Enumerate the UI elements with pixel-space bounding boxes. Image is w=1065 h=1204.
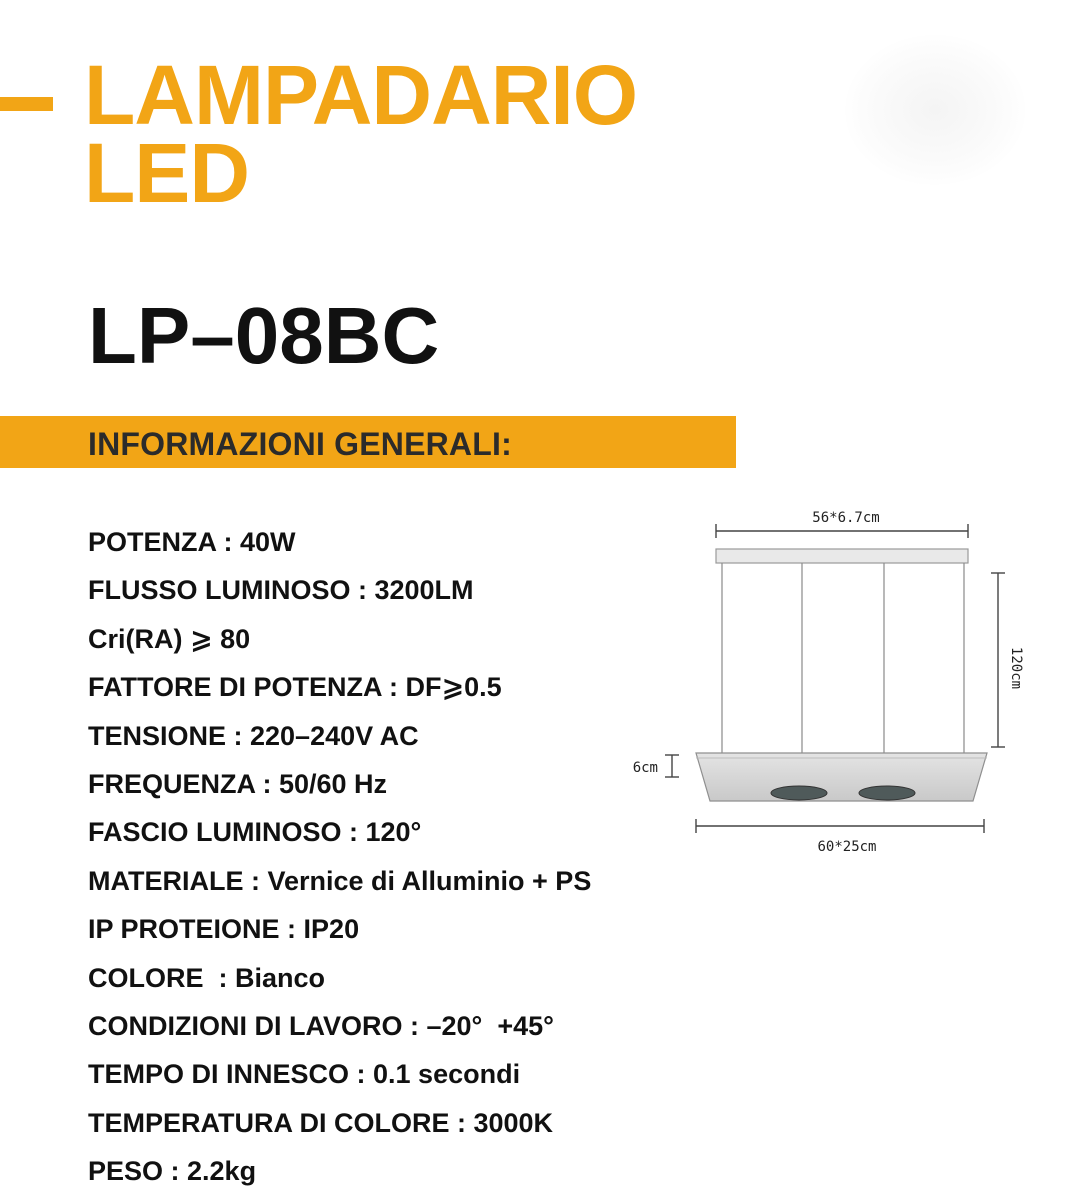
product-title — [84, 48, 638, 220]
lamp-body — [696, 753, 987, 801]
thickness-dimension — [633, 755, 679, 777]
spec-row-fascio-luminoso: FASCIO LUMINOSO : 120° — [88, 817, 422, 848]
top-width-label: 56*6.7cm — [812, 510, 880, 526]
spec-row-peso: PESO : 2.2kg — [88, 1156, 257, 1187]
spec-row-tensione: TENSIONE : 220–240V AC — [88, 720, 419, 751]
spec-row-cri: Cri(RA) ⩾ 80 — [88, 623, 251, 654]
spec-row-condizioni-lavoro: CONDIZIONI DI LAVORO : –20° +45° — [88, 1010, 554, 1041]
spec-row-fattore-potenza: FATTORE DI POTENZA : DF⩾0.5 — [88, 672, 502, 703]
bottom-width-dimension — [696, 819, 984, 855]
title-accent-bar — [0, 97, 53, 111]
spec-row-colore: COLORE : Bianco — [88, 962, 326, 993]
dimension-diagram — [612, 500, 1052, 870]
suspension-cables — [722, 563, 964, 753]
led-spot-right — [859, 786, 915, 800]
background-light-shape — [845, 35, 1025, 185]
height-dimension — [991, 573, 1024, 747]
height-label: 120cm — [1008, 646, 1024, 690]
spec-row-temperatura-colore: TEMPERATURA DI COLORE : 3000K — [88, 1107, 554, 1138]
model-code: LP–08BC — [88, 291, 440, 380]
ceiling-canopy — [716, 549, 968, 563]
spec-row-frequenza: FREQUENZA : 50/60 Hz — [88, 768, 388, 799]
section-title: INFORMAZIONI GENERALI: — [88, 426, 512, 462]
product-title-line1: LAMPADARIO — [84, 48, 638, 142]
bottom-width-label: 60*25cm — [817, 839, 877, 855]
spec-row-ip-proteione: IP PROTEIONE : IP20 — [88, 914, 360, 945]
section-header-band — [0, 416, 736, 468]
spec-row-materiale: MATERIALE : Vernice di Alluminio + PS — [88, 865, 592, 896]
spec-row-flusso-luminoso: FLUSSO LUMINOSO : 3200LM — [88, 575, 474, 606]
led-spot-left — [771, 786, 827, 800]
top-width-dimension — [716, 510, 968, 538]
thickness-label: 6cm — [632, 760, 658, 776]
spec-row-tempo-innesco: TEMPO DI INNESCO : 0.1 secondi — [88, 1059, 521, 1090]
spec-list — [88, 518, 591, 1195]
spec-row-potenza: POTENZA : 40W — [88, 527, 296, 557]
product-title-line2: LED — [84, 126, 249, 220]
